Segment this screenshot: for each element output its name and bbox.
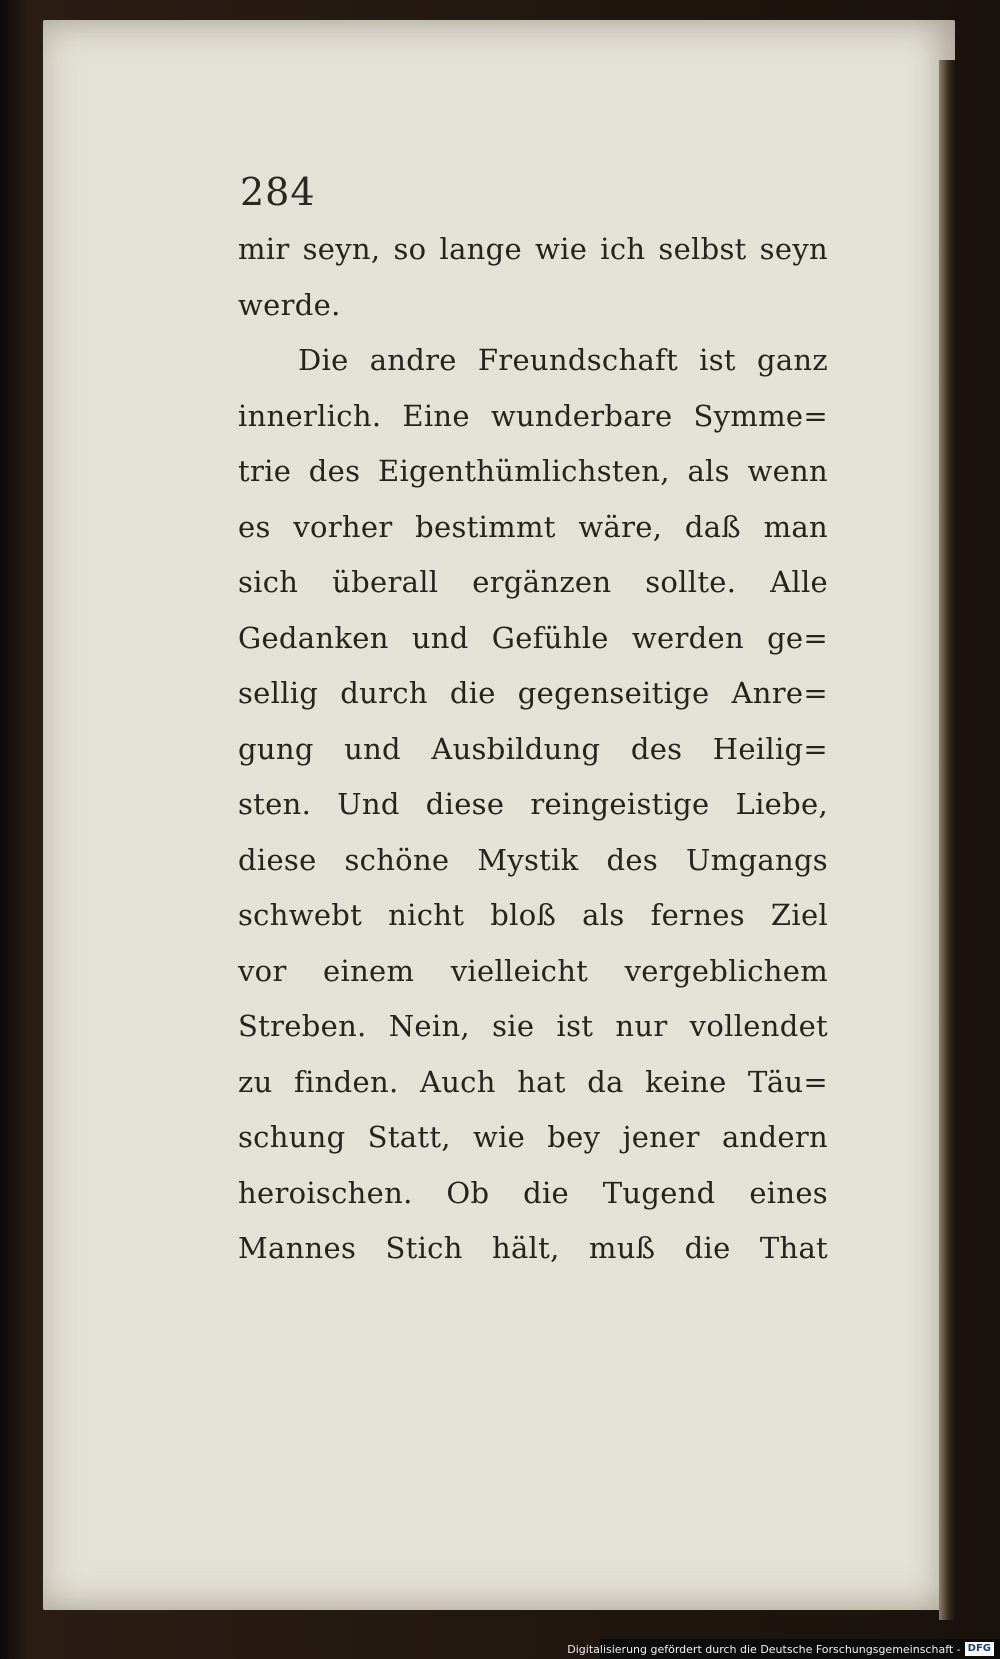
text-line: es vorher bestimmt wäre, daß man: [238, 509, 828, 544]
text-line: zu finden. Auch hat da keine Täu=: [238, 1064, 828, 1099]
text-line: sellig durch die gegenseitige Anre=: [238, 676, 828, 710]
text-line: schung Statt, wie bey jener andern: [238, 1120, 828, 1154]
text-line: mir seyn, so lange wie ich selbst seyn: [238, 232, 828, 266]
text-line: schwebt nicht bloß als fernes Ziel: [238, 898, 828, 932]
text-line: vor einem vielleicht vergeblichem: [238, 953, 828, 988]
text-line: diese schöne Mystik des Umgangs: [238, 842, 828, 877]
text-line: Streben. Nein, sie ist nur vollendet: [238, 1009, 828, 1043]
footer-credit-text: Digitalisierung gefördert durch die Deutsche Forschungsgemeinschaft -: [567, 1642, 961, 1656]
page-number: 284: [240, 170, 316, 214]
text-line: innerlich. Eine wunderbare Symme=: [238, 398, 828, 433]
page-edge: [939, 60, 955, 1620]
text-line: Die andre Freundschaft ist ganz: [298, 343, 828, 377]
text-line: sten. Und diese reingeistige Liebe,: [238, 787, 828, 821]
text-block: [238, 170, 828, 1277]
text-line: Mannes Stich hält, muß die That: [238, 1231, 828, 1265]
text-line: werde.: [238, 287, 341, 322]
footer-credit-bar: [567, 1639, 1000, 1659]
text-line: trie des Eigenthümlichsten, als wenn: [238, 454, 828, 488]
text-line: Gedanken und Gefühle werden ge=: [238, 620, 828, 655]
text-line: gung und Ausbildung des Heilig=: [238, 731, 828, 766]
text-line: sich überall ergänzen sollte. Alle: [238, 565, 828, 599]
text-line: heroischen. Ob die Tugend eines: [238, 1175, 828, 1210]
dfg-logo: DFG: [965, 1642, 994, 1656]
